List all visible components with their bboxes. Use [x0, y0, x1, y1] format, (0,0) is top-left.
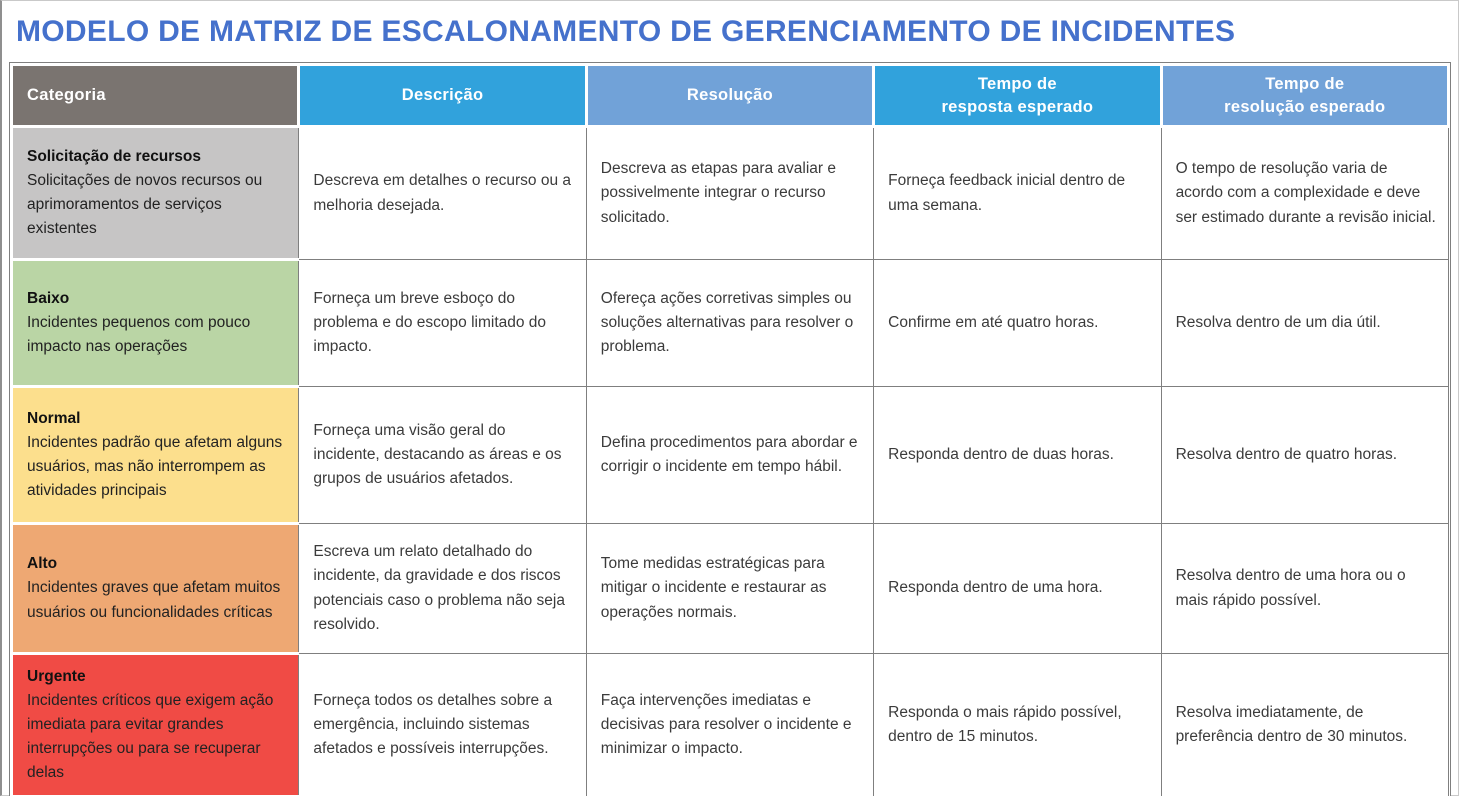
- page-title: MODELO DE MATRIZ DE ESCALONAMENTO DE GERENCIAMENTO DE INCIDENTES: [16, 15, 1236, 48]
- escalation-matrix-table: [10, 63, 1450, 796]
- table-header-row: [12, 65, 1449, 127]
- tempo-resposta-cell: Confirme em até quatro horas.: [874, 260, 1161, 387]
- table-row-alto: [12, 524, 1449, 654]
- category-title: Urgente: [27, 668, 86, 685]
- category-cell: [12, 260, 299, 387]
- resolucao-cell: Faça intervenções imediatas e decisivas para resolver o incidente e minimizar o impacto.: [586, 654, 873, 796]
- column-header-label: Descrição: [401, 86, 484, 105]
- category-description: Incidentes pequenos com pouco impacto nas operações: [27, 313, 251, 355]
- descricao-cell: Descreva em detalhes o recurso ou a melhoria desejada.: [299, 127, 586, 260]
- tempo-resposta-cell: Forneça feedback inicial dentro de uma semana.: [874, 127, 1161, 260]
- category-cell: [12, 387, 299, 524]
- resolucao-cell: Ofereça ações corretivas simples ou soluções alternativas para resolver o problema.: [586, 260, 873, 387]
- category-title: Alto: [27, 555, 58, 573]
- category-title: Normal: [27, 409, 81, 427]
- descricao-cell: Forneça uma visão geral do incidente, destacando as áreas e os grupos de usuários afetados.: [299, 387, 586, 524]
- tempo-resolucao-cell: Resolva dentro de um dia útil.: [1161, 260, 1448, 387]
- matrix-table-frame: [9, 62, 1451, 796]
- category-description: Incidentes padrão que afetam alguns usuários, mas não interrompem as atividades principais: [27, 433, 283, 500]
- column-header-label-line2: resposta esperado: [941, 97, 1094, 116]
- resolucao-cell: Descreva as etapas para avaliar e possivelmente integrar o recurso solicitado.: [586, 127, 873, 260]
- category-title: Baixo: [27, 289, 70, 307]
- column-header-label-line1: Tempo de: [977, 75, 1057, 94]
- resolucao-cell: Tome medidas estratégicas para mitigar o incidente e restaurar as operações normais.: [586, 524, 873, 654]
- category-title: Solicitação de recursos: [27, 147, 202, 165]
- descricao-cell: Forneça todos os detalhes sobre a emergência, incluindo sistemas afetados e possíveis interrupções.: [299, 654, 586, 796]
- tempo-resposta-cell: Responda dentro de uma hora.: [874, 524, 1161, 654]
- column-header-categoria: [12, 65, 299, 127]
- table-row-baixo: [12, 260, 1449, 387]
- column-header-label: Resolução: [686, 86, 774, 105]
- category-description: Solicitações de novos recursos ou aprimoramentos de serviços existentes: [27, 171, 263, 238]
- category-description: Incidentes críticos que exigem ação imediata para evitar grandes interrupções ou para se recuperar delas: [27, 692, 274, 782]
- column-header-resolucao: [586, 65, 873, 127]
- column-header-descricao: [299, 65, 586, 127]
- tempo-resolucao-cell: Resolva dentro de quatro horas.: [1161, 387, 1448, 524]
- category-cell: [12, 654, 299, 796]
- category-cell: [12, 524, 299, 654]
- column-header-label-line2: resolução esperado: [1224, 97, 1386, 116]
- column-header-tempo-resposta: [874, 65, 1161, 127]
- category-cell: [12, 127, 299, 260]
- resolucao-cell: Defina procedimentos para abordar e corrigir o incidente em tempo hábil.: [586, 387, 873, 524]
- category-description: Incidentes graves que afetam muitos usuários ou funcionalidades críticas: [27, 579, 281, 621]
- descricao-cell: Forneça um breve esboço do problema e do escopo limitado do impacto.: [299, 260, 586, 387]
- table-row-urgente: [12, 654, 1449, 796]
- tempo-resposta-cell: Responda dentro de duas horas.: [874, 387, 1161, 524]
- descricao-cell: Escreva um relato detalhado do incidente, da gravidade e dos riscos potenciais caso o problema não seja resolvido.: [299, 524, 586, 654]
- tempo-resolucao-cell: Resolva dentro de uma hora ou o mais rápido possível.: [1161, 524, 1448, 654]
- table-row-normal: [12, 387, 1449, 524]
- tempo-resolucao-cell: O tempo de resolução varia de acordo com a complexidade e deve ser estimado durante a revisão inicial.: [1161, 127, 1448, 260]
- tempo-resposta-cell: Responda o mais rápido possível, dentro de 15 minutos.: [874, 654, 1161, 796]
- table-row-solicitacao-de-recursos: [12, 127, 1449, 260]
- column-header-label: Categoria: [27, 86, 106, 105]
- column-header-tempo-resolucao: [1161, 65, 1448, 127]
- column-header-label-line1: Tempo de: [1265, 75, 1345, 94]
- tempo-resolucao-cell: Resolva imediatamente, de preferência dentro de 30 minutos.: [1161, 654, 1448, 796]
